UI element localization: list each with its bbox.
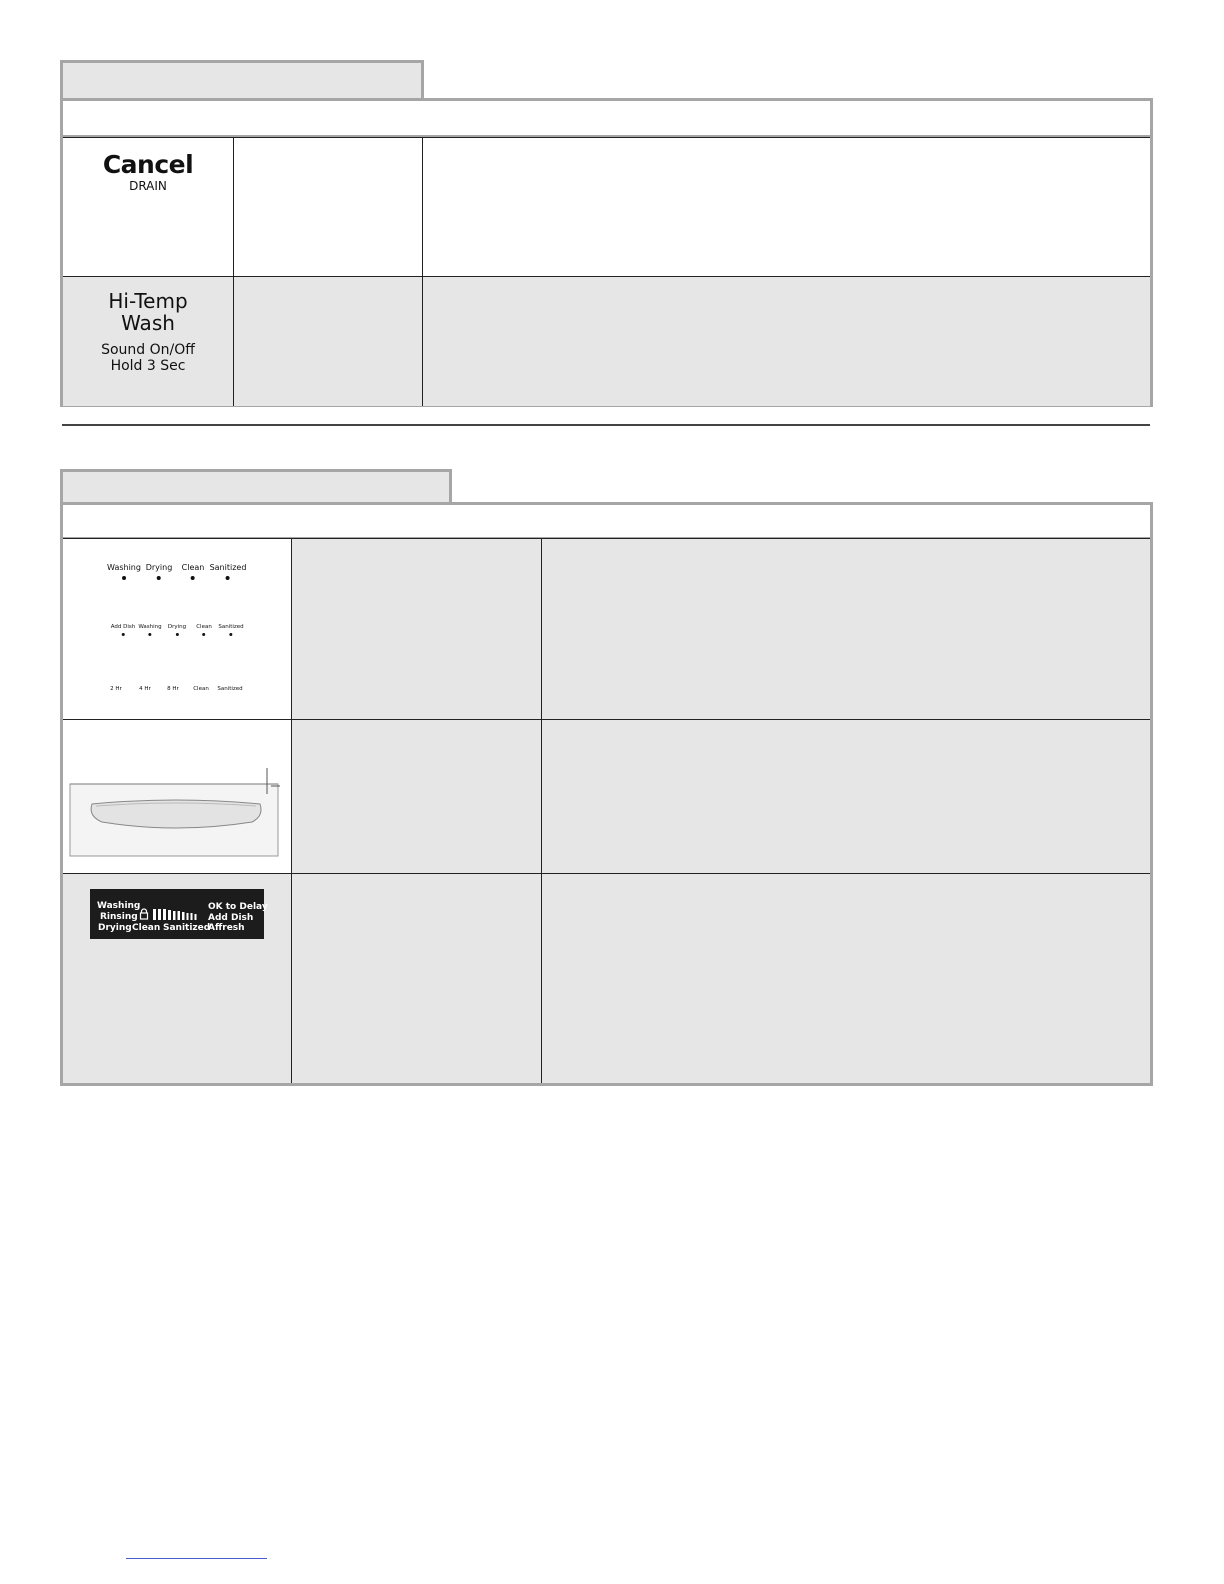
table-2-divider [63,873,1150,874]
table-2-divider [63,719,1150,720]
delay-label: 8 Hr [167,686,179,692]
led-dot-icon [202,633,205,636]
led-dot-icon [175,633,178,636]
hold-label: Hold 3 Sec [110,358,186,374]
indicator-light: Washing [138,624,161,636]
table-2-column-rule [291,538,292,1083]
status-label: Affresh [208,923,245,933]
lock-icon [139,908,149,920]
status-label: OK to Delay [208,902,268,912]
status-label: Clean [193,686,209,692]
status-label: Sanitized [163,923,211,933]
indicator-light: Clean [196,624,212,636]
indicator-lights-set-1 [63,563,291,593]
hi-temp-label: Hi-Temp [108,289,188,313]
led-dot-icon [122,576,126,580]
status-label: Washing [97,901,141,911]
indicator-light: Washing [107,563,141,580]
led-dot-icon [226,576,230,580]
led-dot-icon [157,576,161,580]
indicator-lights-set-2 [63,624,291,644]
led-dot-icon [229,633,232,636]
indicator-light: Sanitized [218,624,243,636]
hi-temp-wash-button-graphic [63,290,233,374]
door-handle-illustration [68,764,284,858]
wash-label: Wash [121,311,175,335]
indicator-light: Drying [168,624,186,636]
section-tab-2 [60,469,452,505]
led-dot-icon [191,576,195,580]
table-2-column-rule [541,538,542,1083]
delay-label: 4 Hr [139,686,151,692]
section-separator [62,424,1150,426]
table-1-header [60,98,1153,138]
table-1-column-rule [233,137,234,406]
status-label: Drying [98,923,132,933]
table-2-divider [63,538,1150,539]
indicator-light: Add Dish [111,624,136,636]
cancel-label: Cancel [102,150,194,179]
status-label: Clean [132,923,161,933]
indicator-light: Clean [182,563,205,580]
status-label: Rinsing [100,912,138,922]
progress-bars-icon [153,909,205,920]
indicator-lights-set-3 [63,686,291,698]
status-label: Add Dish [208,913,254,923]
status-label: Sanitized [217,686,243,692]
footer-link-underline[interactable] [126,1558,267,1559]
indicator-light: Sanitized [210,563,247,580]
table-1-divider [63,137,1150,138]
table-1-column-rule [422,137,423,406]
table-2-header [60,502,1153,540]
led-dot-icon [121,633,124,636]
led-dot-icon [148,633,151,636]
status-display-panel [90,889,268,939]
section-tab-1 [60,60,424,100]
sound-toggle-label: Sound On/Off [101,342,195,358]
cancel-button-graphic [63,150,233,193]
delay-label: 2 Hr [110,686,122,692]
indicator-light: Drying [146,563,173,580]
table-1-divider [63,276,1150,277]
drain-label: DRAIN [129,179,167,193]
